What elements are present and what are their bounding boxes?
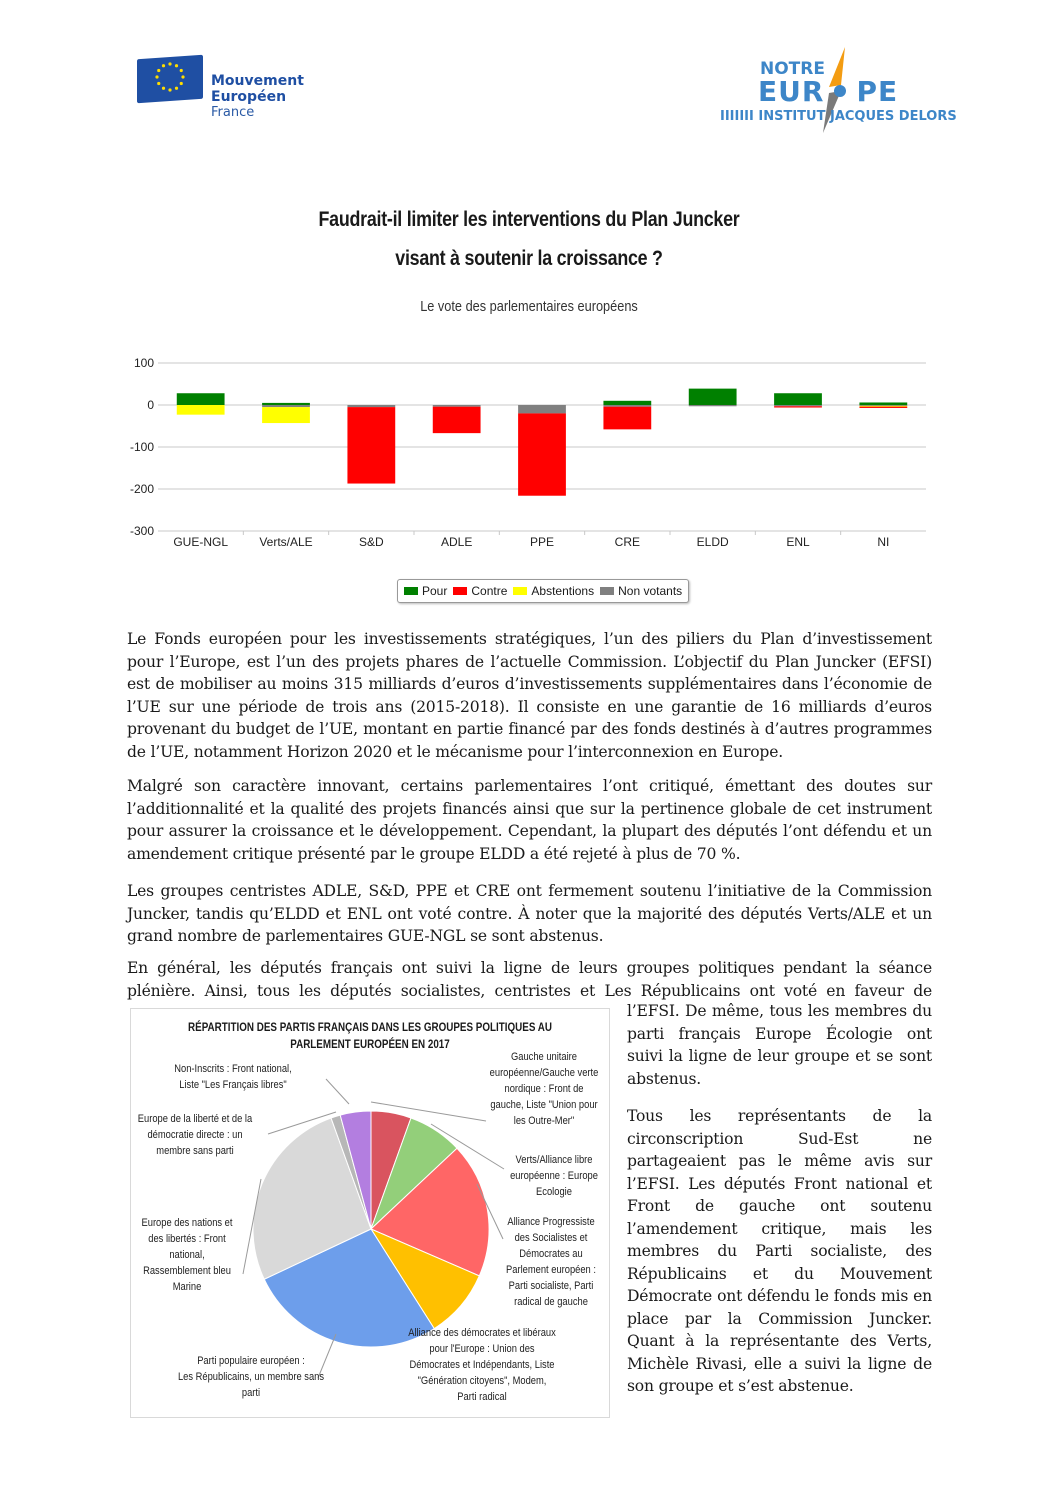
page-title-line-2: visant à soutenir la croissance ? [395, 247, 663, 270]
label-line: membre sans parti [156, 1145, 234, 1157]
x-tick-label: S&D [358, 535, 384, 549]
paragraph-critics: Malgré son caractère innovant, certains parlementaires l’ont critiqué, émettant des doutes sur l’additionnalité et la qualité des projets financés ainsi que sur la pertinence globale de cet instrument pour assurer la croissance et le développement. Cependant, la plupart des députés l’ont défendu et un amendement critique présenté par le groupe ELDD a été rejeté à plus de 70 %. [127, 777, 932, 863]
paragraph-french-deputies: En général, les députés français ont suivi la ligne de leurs groupes politiques pendant la séance plénière. Ainsi, tous les députés socialistes, centristes et Les Républicains ont voté en faveur de [127, 959, 932, 1000]
legend-swatch-non-votants [600, 587, 614, 595]
legend-item-contre [453, 584, 507, 598]
bar-contre [518, 413, 566, 495]
label-line: des libertés : Front [148, 1233, 226, 1245]
legend-item-abstentions [513, 584, 594, 598]
logo-line-3: France [211, 105, 255, 120]
label-line: Alliance Progressiste [507, 1216, 595, 1228]
legend-label: Contre [471, 584, 508, 598]
bar-contre [774, 406, 822, 407]
bar-pour [177, 393, 225, 405]
eu-star-icon [181, 75, 184, 78]
legend-swatch-abstentions [513, 587, 527, 595]
label-line: radical de gauche [514, 1296, 588, 1308]
bar-non-votants [774, 405, 822, 406]
label-line: Gauche unitaire [510, 1051, 578, 1063]
y-tick-label: -100 [130, 440, 154, 454]
bar-non-votants [433, 405, 481, 407]
label-line: démocratie directe : un [147, 1129, 243, 1141]
eu-star-icon [168, 62, 171, 65]
bar-pour [262, 403, 310, 405]
bar-pour [774, 393, 822, 405]
label-line: Parti radical [457, 1391, 507, 1403]
logo-line-2: Européen [211, 89, 287, 105]
y-tick-label: -300 [130, 524, 154, 538]
eu-star-icon [162, 87, 165, 90]
label-line: Marine [172, 1281, 202, 1293]
bar-contre [859, 407, 907, 408]
label-line: Liste "Les Français libres" [179, 1079, 287, 1091]
label-line: nordique : Front de [504, 1083, 584, 1095]
label-line: les Outre-Mer" [513, 1115, 575, 1127]
bar-contre [433, 407, 481, 433]
x-tick-label: CRE [614, 535, 641, 549]
label-line: des Socialistes et [514, 1232, 588, 1244]
y-tick-label: -200 [130, 482, 154, 496]
logo-mouvement-europeen [137, 55, 317, 125]
bar-abstentions [262, 407, 310, 423]
eu-star-icon [157, 69, 160, 72]
paragraph-sud-est: Tous les représentants de la circonscription Sud-Est ne partageaient pas le même avis sur l’EFSI. Les députés Front national et Front de gauche ont soutenu l’amendement critique, mais les membres du Parti socialiste, des Républicains et du Mouvement Démocrate ont défendu le fonds mis en place par la Commission Juncker. Quant à la représentante des Verts, Michèle Rivasi, elle a suivi la ligne de son groupe et s’est abstenue. [627, 1107, 932, 1395]
bar-pour [603, 401, 651, 405]
eu-star-icon [175, 87, 178, 90]
label-line: Parti socialiste, Parti [508, 1280, 594, 1292]
x-tick-label: PPE [529, 535, 555, 549]
label-line: Europe de la liberté et de la [137, 1113, 253, 1125]
bar-pour [859, 402, 907, 405]
label-line: Démocrates au [519, 1248, 583, 1260]
x-tick-label: ADLE [440, 535, 473, 549]
eu-star-icon [180, 69, 183, 72]
pie-chart-box [130, 1008, 610, 1418]
leader-line-ni [326, 1079, 349, 1104]
eu-stars-icon [137, 55, 203, 99]
label-line: Ecologie [536, 1186, 572, 1198]
label-line: gauche, Liste "Union pour [490, 1099, 598, 1111]
eu-star-icon [168, 88, 171, 91]
paragraph-efsi-intro: Le Fonds européen pour les investissements stratégiques, l’un des piliers du Plan d’investissement pour l’Europe, est l’un des projets phares de l’actuelle Commission. L’objectif du Plan Juncker (EFSI) est de mobiliser au moins 315 milliards d’euros d’investissements supplémentaires dans l’économie de l’UE sur une période de trois ans (2015-2018). Il consiste en une garantie de 16 milliards d’euros provenant du budget de l’UE, montant en partie financé par des fonds destinés à d’autres programmes de l’UE, notamment Horizon 2020 et le mécanisme pour l’interconnexion en Europe. [127, 630, 932, 761]
logo-europe: EUR PE [758, 75, 899, 108]
pie-label-ppe [175, 1353, 328, 1401]
bar-non-votants [689, 405, 737, 406]
y-tick-label: 0 [147, 398, 154, 412]
pie-title-line-1: RÉPARTITION DES PARTIS FRANÇAIS DANS LES GROUPES POLITIQUES AU [188, 1020, 552, 1034]
legend-swatch-pour [404, 587, 418, 595]
logo-institut: IIIIIII INSTITUT JACQUES DELORS [720, 109, 957, 124]
pie-title-line-2: PARLEMENT EUROPÉEN EN 2017 [290, 1037, 450, 1051]
logo-notre: NOTRE [760, 59, 825, 79]
eu-star-icon [180, 82, 183, 85]
pie-label-eldd [136, 1111, 255, 1159]
x-tick-label: GUE-NGL [173, 535, 229, 549]
chart-legend [397, 579, 689, 603]
paragraph-french-deputies-cont: l’EFSI. De même, tous les membres du parti français Europe Écologie ont suivi la ligne de leur groupe et se sont abstenus. [627, 1002, 932, 1088]
legend-label: Pour [422, 584, 448, 598]
pie-label-sd [500, 1214, 602, 1310]
logo-line-1: Mouvement [211, 73, 304, 89]
label-line: européenne/Gauche verte [489, 1067, 599, 1079]
page-title-line-1: Faudrait-il limiter les interventions du Plan Juncker [318, 208, 740, 231]
label-line: Parlement européen : [506, 1264, 596, 1276]
eu-star-icon [155, 75, 158, 78]
label-line: Verts/Alliance libre [515, 1154, 593, 1166]
label-line: Démocrates et Indépendants, Liste [409, 1359, 555, 1371]
legend-item-pour [404, 584, 447, 598]
label-line: Non-Inscrits : Front national, [174, 1063, 292, 1075]
x-tick-label: Verts/ALE [259, 535, 313, 549]
bar-abstentions [177, 405, 225, 415]
pie-label-verts [507, 1152, 601, 1200]
pie-label-alde [403, 1325, 561, 1405]
pie-label-gue [489, 1049, 600, 1129]
label-line: "Génération citoyens", Modem, [417, 1375, 547, 1387]
label-line: Alliance des démocrates et libéraux [408, 1327, 556, 1339]
pie-label-ni [165, 1061, 301, 1093]
bar-contre [603, 407, 651, 430]
label-line: national, [169, 1249, 205, 1261]
label-line: parti [241, 1387, 261, 1399]
eu-star-icon [175, 64, 178, 67]
bar-pour [689, 389, 737, 405]
bar-contre [347, 407, 395, 483]
x-tick-label: ENL [786, 535, 810, 549]
legend-item-non-votants [600, 584, 682, 598]
paragraph-groups: Les groupes centristes ADLE, S&D, PPE et CRE ont fermement soutenu l’initiative de la Commission Juncker, tandis qu’ELDD et ENL ont voté contre. À noter que la majorité des députés Verts/ALE et un grand nombre de parlementaires GUE-NGL se sont abstenus. [127, 882, 932, 945]
label-line: pour l'Europe : Union des [429, 1343, 535, 1355]
bar-non-votants [518, 405, 566, 413]
bar-non-votants [603, 405, 651, 407]
label-line: Les Républicains, un membre sans [177, 1371, 325, 1383]
bar-non-votants [262, 405, 310, 407]
y-tick-label: 100 [133, 356, 154, 370]
x-tick-label: NI [877, 535, 890, 549]
logo-notre-europe [720, 45, 957, 135]
x-tick-label: ELDD [696, 535, 729, 549]
legend-swatch-contre [453, 587, 467, 595]
legend-label: Non votants [618, 584, 683, 598]
eu-star-icon [162, 64, 165, 67]
label-line: européenne : Europe [510, 1170, 598, 1182]
label-line: Parti populaire européen : [197, 1355, 305, 1367]
label-line: Rassemblement bleu [143, 1265, 231, 1277]
vote-bar-chart [130, 350, 940, 560]
legend-label: Abstentions [531, 584, 595, 598]
pie-label-enl [136, 1215, 238, 1295]
bar-non-votants [347, 405, 395, 407]
chart-subtitle: Le vote des parlementaires européens [420, 298, 638, 315]
label-line: Europe des nations et [141, 1217, 233, 1229]
eu-star-icon [157, 82, 160, 85]
